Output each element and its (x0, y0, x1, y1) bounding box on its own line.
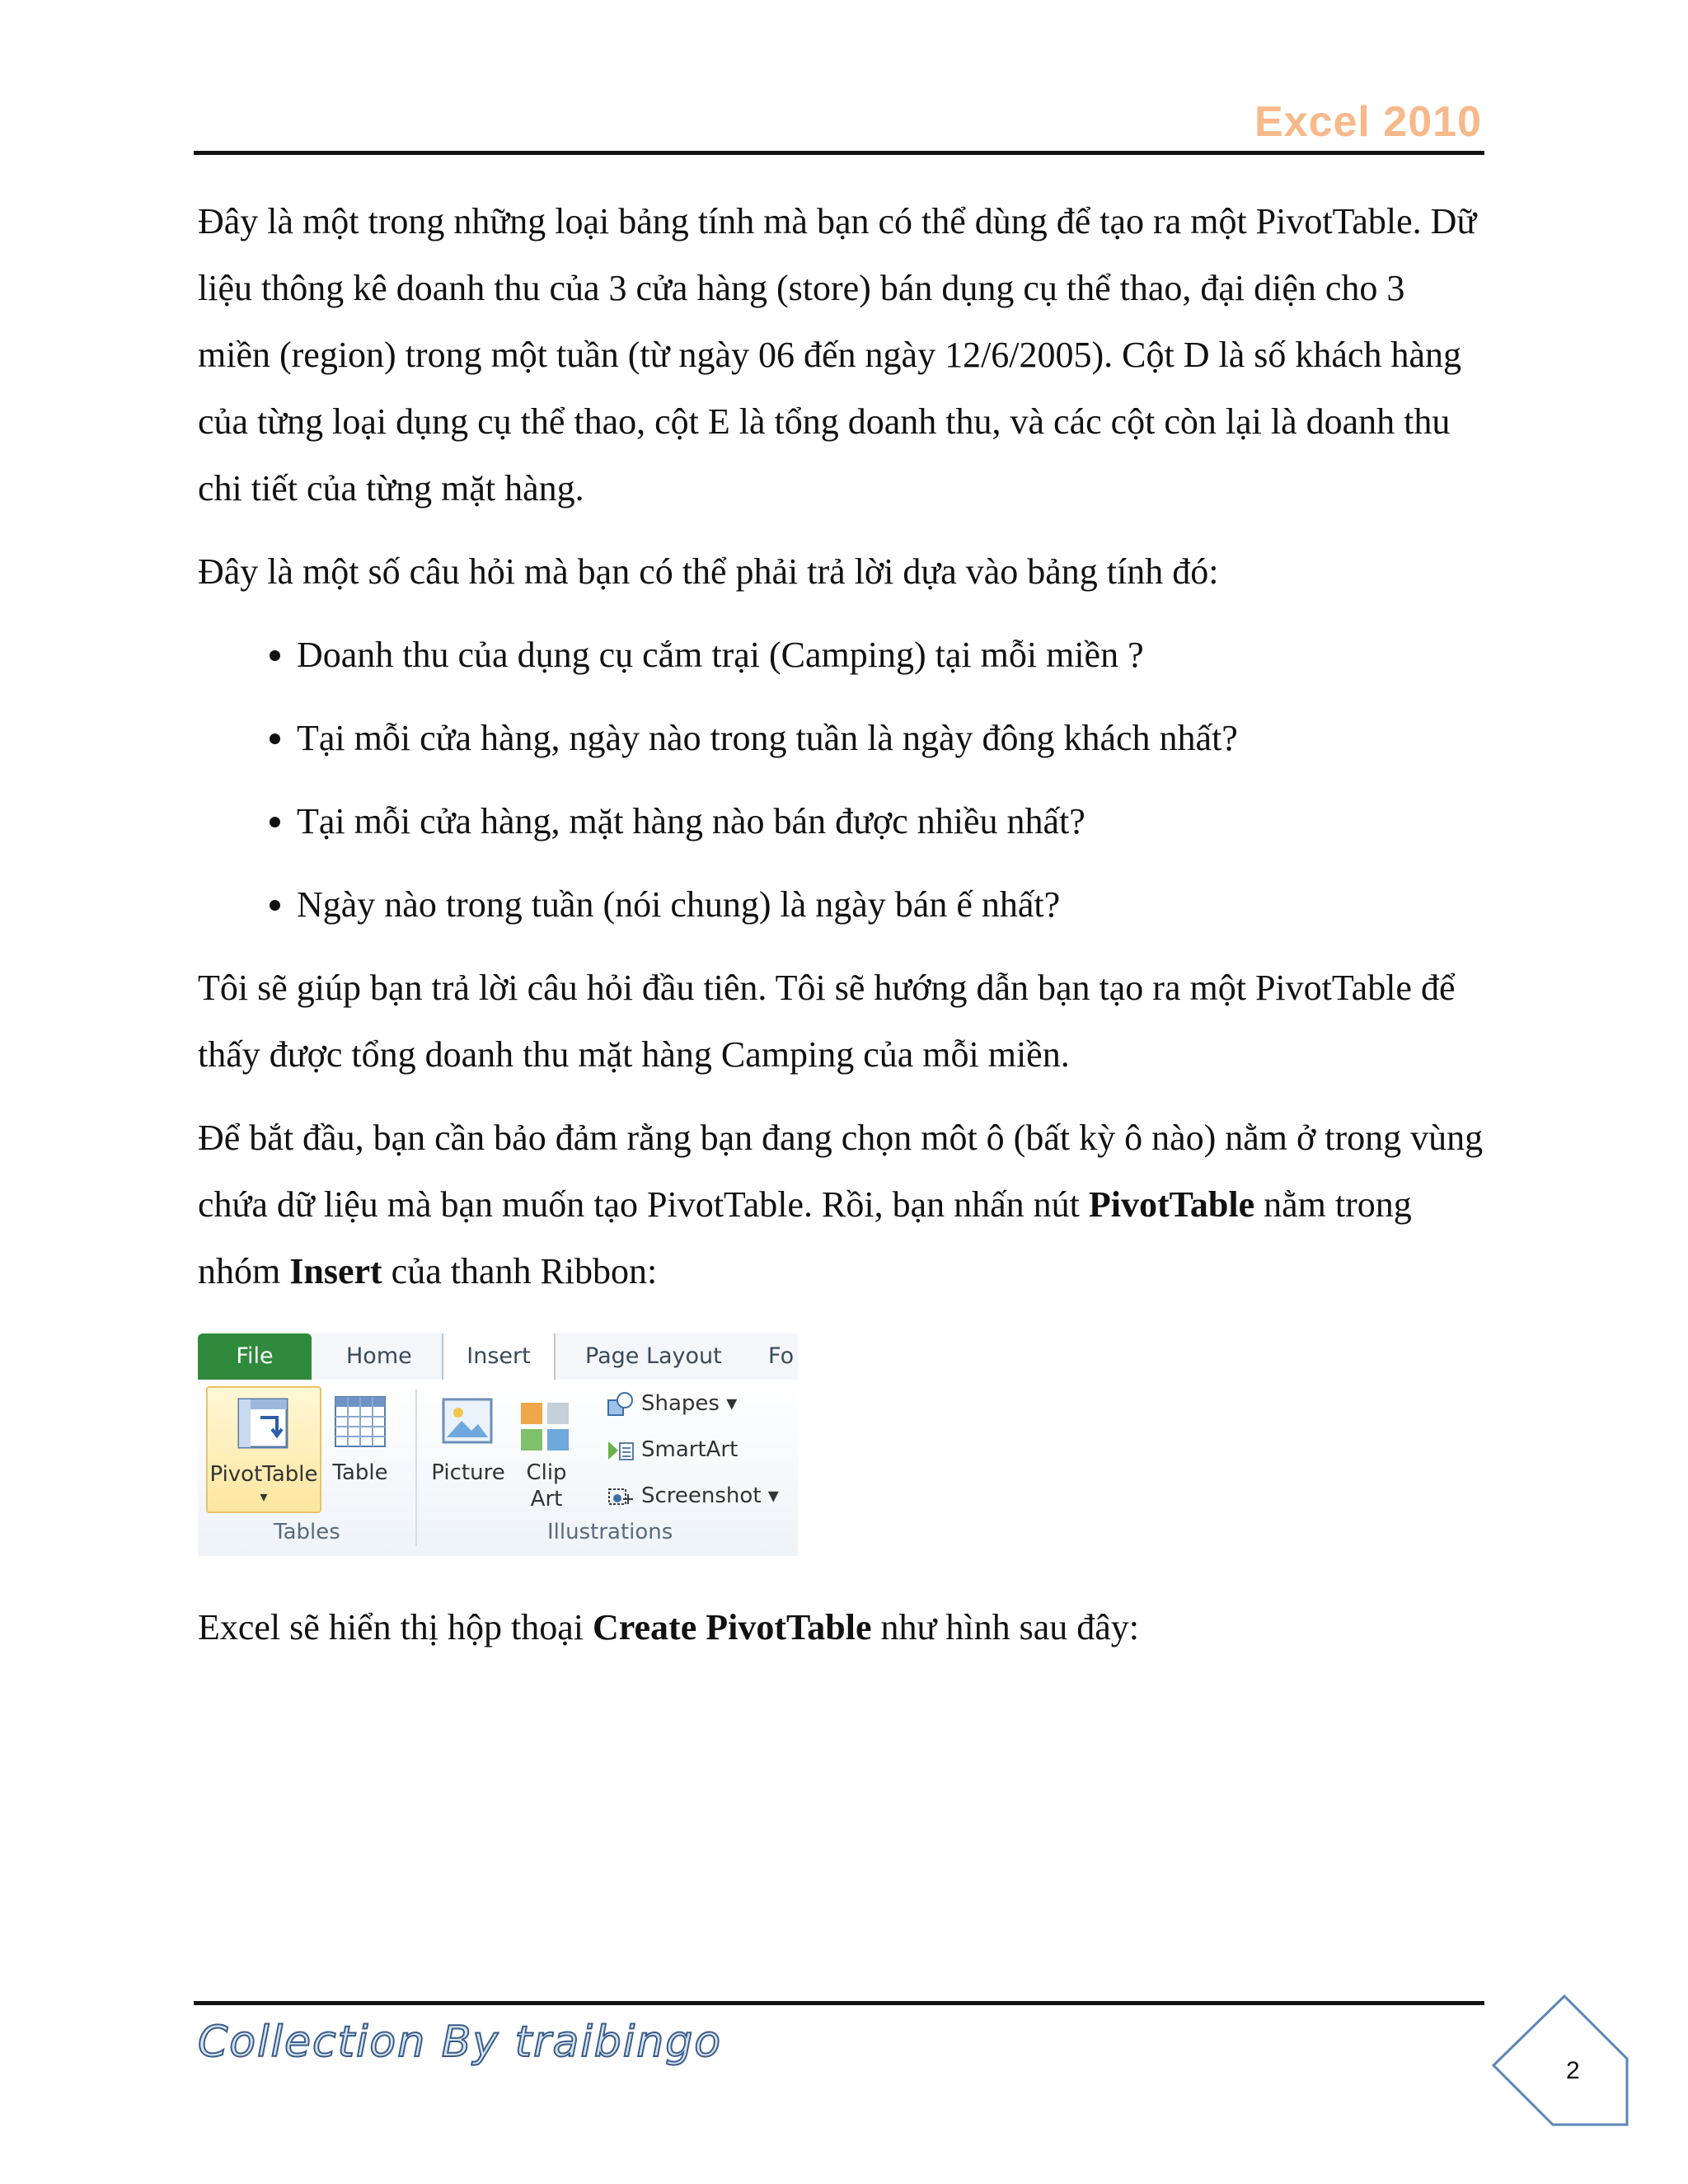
shapes-icon (607, 1392, 635, 1417)
table-icon (333, 1394, 387, 1449)
shapes-label: Shapes (641, 1391, 720, 1416)
list-item: • Tại mỗi cửa hàng, ngày nào trong tuần là ngày đông khách nhất? (297, 705, 1484, 771)
text-run: của thanh Ribbon: (382, 1251, 658, 1291)
tab-insert[interactable]: Insert (442, 1333, 556, 1381)
footer-rule (194, 2001, 1484, 2005)
dropdown-arrow-icon: ▾ (260, 1488, 268, 1506)
text-run: nằm trong nhóm (198, 1184, 1412, 1291)
page-number-badge-icon (1490, 1993, 1630, 2133)
paragraph-questions: Đây là một số câu hỏi mà bạn có thể phải trả lời dựa vào bảng tính đó: (198, 551, 1219, 592)
list-item: • Ngày nào trong tuần (nói chung) là ngày bán ế nhất? (297, 871, 1484, 938)
page-number: 2 (1566, 2057, 1580, 2084)
paragraph-intro: Đây là một trong những loại bảng tính mà bạn có thể dùng để tạo ra một PivotTable. Dữ liệu thông kê doanh thu của 3 cửa hàng (store) bán dụng cụ thể thao, đại diện cho 3 miền (region) trong một tuần (từ ngày 06 đến ngày 12/6/2005). Cột D là số khách hàng của từng loại dụng cụ thể thao, cột E là tổng doanh thu, và các cột còn lại là doanh thu chi tiết của từng mặt hàng. (198, 201, 1477, 509)
clip-art-icon (519, 1401, 572, 1454)
table-button[interactable] (326, 1386, 394, 1510)
footer-credit: Collection By traibingo (198, 2018, 723, 2067)
smartart-button[interactable] (607, 1437, 738, 1463)
tab-file[interactable]: File (198, 1333, 312, 1380)
clip-art-button[interactable] (518, 1386, 575, 1526)
paragraph-help: Tôi sẽ giúp bạn trả lời câu hỏi đầu tiên. Tôi sẽ hướng dẫn bạn tạo ra một PivotTable để thấy được tổng doanh thu mặt hàng Camping của mỗi miền. (198, 968, 1456, 1075)
paragraph-steps (198, 1104, 1484, 1305)
picture-icon (440, 1394, 495, 1449)
picture-button[interactable] (427, 1386, 509, 1510)
clip-art-label-line2: Art (530, 1487, 563, 1511)
text-run: Để bắt đầu, bạn cần bảo đảm rằng bạn đang chọn môt ô (bất kỳ ô nào) nằm ở trong vùng chứa dữ liệu mà bạn muốn tạo PivotTable. Rồi, bạn nhấn nút (198, 1118, 1484, 1225)
list-item: • Doanh thu của dụng cụ cắm trại (Camping) tại mỗi miền ? (297, 621, 1484, 688)
header-title: Excel 2010 (1254, 98, 1482, 146)
bold-insert: Insert (289, 1251, 382, 1291)
table-label: Table (332, 1460, 388, 1485)
ribbon-screenshot (198, 1333, 798, 1556)
group-label-illustrations: Illustrations (547, 1520, 673, 1544)
smartart-icon (607, 1438, 635, 1463)
list-item: • Tại mỗi cửa hàng, mặt hàng nào bán được nhiều nhất? (297, 788, 1484, 855)
picture-label: Picture (431, 1460, 505, 1485)
paragraph-dialog (198, 1594, 1484, 1661)
ribbon-insert-panel (198, 1380, 798, 1556)
document-body (198, 188, 1484, 1321)
bold-pivottable: PivotTable (1088, 1184, 1255, 1225)
tab-home[interactable]: Home (346, 1343, 412, 1369)
ribbon-tab-bar (198, 1333, 798, 1381)
screenshot-button[interactable] (607, 1483, 779, 1509)
group-label-tables: Tables (274, 1520, 340, 1544)
tab-page-layout[interactable]: Page Layout (585, 1343, 722, 1369)
bold-create-pivottable: Create PivotTable (593, 1607, 872, 1647)
tab-formulas-partial[interactable]: Fo (768, 1343, 795, 1369)
screenshot-label: Screenshot (641, 1483, 762, 1508)
dropdown-arrow-icon: ▾ (767, 1483, 779, 1508)
document-body-continued (198, 1594, 1484, 1677)
pivottable-icon (236, 1396, 290, 1451)
clip-art-label-line1: Clip (526, 1460, 567, 1485)
text-run: như hình sau đây: (871, 1607, 1139, 1647)
text-run: Excel sẽ hiển thị hộp thoại (198, 1607, 593, 1647)
question-list (198, 621, 1484, 938)
screenshot-icon (607, 1484, 635, 1509)
group-separator (415, 1390, 417, 1546)
pivottable-button[interactable] (206, 1386, 321, 1513)
pivottable-label: PivotTable (209, 1462, 318, 1487)
dropdown-arrow-icon: ▾ (726, 1391, 738, 1416)
smartart-label: SmartArt (641, 1437, 738, 1462)
shapes-button[interactable] (607, 1391, 737, 1417)
header-rule (194, 151, 1484, 155)
